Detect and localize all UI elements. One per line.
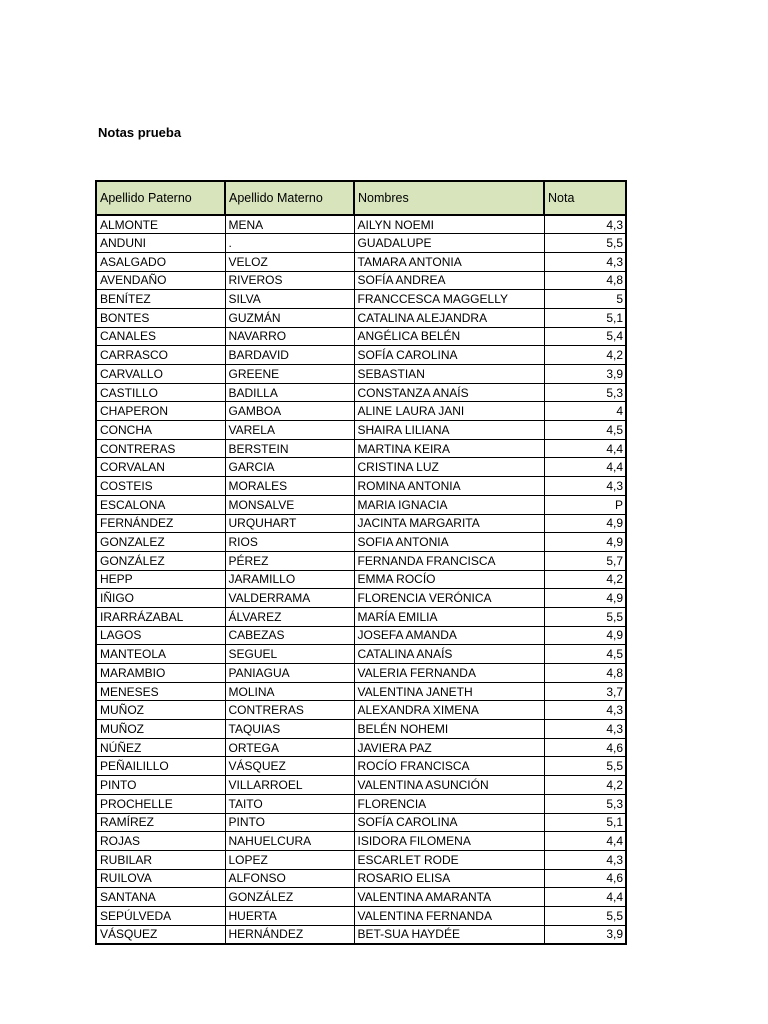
cell-apellido-materno: TAITO xyxy=(225,794,354,813)
table-row xyxy=(96,832,626,851)
cell-apellido-paterno: VÁSQUEZ xyxy=(96,925,225,944)
cell-apellido-materno: PÉREZ xyxy=(225,551,354,570)
table-row xyxy=(96,477,626,496)
cell-apellido-materno: CONTRERAS xyxy=(225,701,354,720)
cell-nota: 4,5 xyxy=(544,645,626,664)
table-row xyxy=(96,589,626,608)
cell-nombres: BET-SUA HAYDÉE xyxy=(354,925,544,944)
table-row xyxy=(96,738,626,757)
cell-nombres: SOFÍA CAROLINA xyxy=(354,813,544,832)
table-row xyxy=(96,925,626,944)
cell-nombres: FLORENCIA xyxy=(354,794,544,813)
cell-nombres: FERNANDA FRANCISCA xyxy=(354,551,544,570)
cell-apellido-materno: GONZÁLEZ xyxy=(225,888,354,907)
cell-nota: 4,4 xyxy=(544,458,626,477)
cell-apellido-materno: TAQUIAS xyxy=(225,720,354,739)
cell-nombres: SOFÍA CAROLINA xyxy=(354,346,544,365)
cell-apellido-paterno: ASALGADO xyxy=(96,252,225,271)
cell-nombres: ALEXANDRA XIMENA xyxy=(354,701,544,720)
cell-apellido-paterno: ESCALONA xyxy=(96,495,225,514)
cell-apellido-paterno: PINTO xyxy=(96,776,225,795)
cell-nombres: ALINE LAURA JANI xyxy=(354,402,544,421)
cell-nota: 4,3 xyxy=(544,215,626,234)
cell-apellido-paterno: BONTES xyxy=(96,308,225,327)
table-row xyxy=(96,906,626,925)
cell-nombres: JAVIERA PAZ xyxy=(354,738,544,757)
cell-nombres: TAMARA ANTONIA xyxy=(354,252,544,271)
table-row xyxy=(96,215,626,234)
cell-nota: 4,8 xyxy=(544,664,626,683)
table-body xyxy=(96,215,626,944)
cell-apellido-paterno: IRARRÁZABAL xyxy=(96,607,225,626)
cell-apellido-paterno: CARRASCO xyxy=(96,346,225,365)
table-row xyxy=(96,271,626,290)
cell-apellido-paterno: ANDUNI xyxy=(96,234,225,253)
cell-nombres: VALENTINA AMARANTA xyxy=(354,888,544,907)
cell-apellido-materno: NAHUELCURA xyxy=(225,832,354,851)
cell-nota: 4,9 xyxy=(544,589,626,608)
cell-nombres: ROCÍO FRANCISCA xyxy=(354,757,544,776)
cell-nota: 3,7 xyxy=(544,682,626,701)
cell-nombres: CONSTANZA ANAÍS xyxy=(354,383,544,402)
cell-apellido-materno: PANIAGUA xyxy=(225,664,354,683)
cell-nombres: BELÉN NOHEMI xyxy=(354,720,544,739)
cell-apellido-paterno: RUBILAR xyxy=(96,850,225,869)
cell-nombres: FRANCCESCA MAGGELLY xyxy=(354,290,544,309)
cell-apellido-paterno: ROJAS xyxy=(96,832,225,851)
cell-apellido-materno: HERNÁNDEZ xyxy=(225,925,354,944)
cell-apellido-paterno: SEPÚLVEDA xyxy=(96,906,225,925)
cell-apellido-materno: URQUHART xyxy=(225,514,354,533)
table-row xyxy=(96,533,626,552)
table-row xyxy=(96,850,626,869)
table-row xyxy=(96,664,626,683)
cell-apellido-paterno: CANALES xyxy=(96,327,225,346)
cell-apellido-paterno: MENESES xyxy=(96,682,225,701)
cell-apellido-materno: ÁLVAREZ xyxy=(225,607,354,626)
cell-nombres: GUADALUPE xyxy=(354,234,544,253)
cell-apellido-materno: ORTEGA xyxy=(225,738,354,757)
cell-apellido-paterno: ALMONTE xyxy=(96,215,225,234)
header-nombres: Nombres xyxy=(354,181,544,215)
cell-apellido-paterno: BENÍTEZ xyxy=(96,290,225,309)
cell-apellido-materno: . xyxy=(225,234,354,253)
cell-nota: 4,3 xyxy=(544,850,626,869)
table-row xyxy=(96,720,626,739)
cell-apellido-materno: CABEZAS xyxy=(225,626,354,645)
cell-nota: 4,5 xyxy=(544,421,626,440)
cell-apellido-paterno: CARVALLO xyxy=(96,365,225,384)
page-title: Notas prueba xyxy=(98,125,182,140)
cell-nombres: JACINTA MARGARITA xyxy=(354,514,544,533)
cell-apellido-paterno: PROCHELLE xyxy=(96,794,225,813)
header-nota: Nota xyxy=(544,181,626,215)
cell-nota: 4,3 xyxy=(544,701,626,720)
cell-nota: 5,3 xyxy=(544,383,626,402)
table-row xyxy=(96,327,626,346)
cell-apellido-paterno: MANTEOLA xyxy=(96,645,225,664)
table-row xyxy=(96,701,626,720)
cell-apellido-materno: HUERTA xyxy=(225,906,354,925)
table-row xyxy=(96,776,626,795)
cell-nota: 4,4 xyxy=(544,832,626,851)
cell-apellido-materno: VALDERRAMA xyxy=(225,589,354,608)
cell-apellido-paterno: CORVALAN xyxy=(96,458,225,477)
cell-apellido-materno: VILLARROEL xyxy=(225,776,354,795)
cell-nota: 5,5 xyxy=(544,234,626,253)
cell-apellido-paterno: GONZALEZ xyxy=(96,533,225,552)
header-row xyxy=(96,181,626,215)
cell-apellido-paterno: CHAPERON xyxy=(96,402,225,421)
table-row xyxy=(96,365,626,384)
cell-apellido-paterno: IÑIGO xyxy=(96,589,225,608)
cell-nota: 5,4 xyxy=(544,327,626,346)
cell-apellido-paterno: LAGOS xyxy=(96,626,225,645)
cell-apellido-paterno: MARAMBIO xyxy=(96,664,225,683)
cell-apellido-materno: PINTO xyxy=(225,813,354,832)
cell-apellido-materno: JARAMILLO xyxy=(225,570,354,589)
table-row xyxy=(96,495,626,514)
cell-nombres: VALENTINA JANETH xyxy=(354,682,544,701)
cell-nombres: FLORENCIA VERÓNICA xyxy=(354,589,544,608)
cell-nombres: ISIDORA FILOMENA xyxy=(354,832,544,851)
cell-nombres: ROSARIO ELISA xyxy=(354,869,544,888)
cell-apellido-paterno: RAMÍREZ xyxy=(96,813,225,832)
cell-nota: 4,4 xyxy=(544,888,626,907)
cell-nota: 5,3 xyxy=(544,794,626,813)
cell-nota: 4,9 xyxy=(544,514,626,533)
cell-nombres: ROMINA ANTONIA xyxy=(354,477,544,496)
cell-apellido-materno: RIOS xyxy=(225,533,354,552)
cell-apellido-materno: MENA xyxy=(225,215,354,234)
cell-apellido-materno: GREENE xyxy=(225,365,354,384)
cell-apellido-paterno: AVENDAÑO xyxy=(96,271,225,290)
cell-nota: 4,2 xyxy=(544,776,626,795)
cell-apellido-paterno: NÚÑEZ xyxy=(96,738,225,757)
cell-nombres: ESCARLET RODE xyxy=(354,850,544,869)
cell-nota: 5,1 xyxy=(544,813,626,832)
cell-nota: 3,9 xyxy=(544,925,626,944)
cell-nota: 4,6 xyxy=(544,738,626,757)
cell-apellido-materno: GARCIA xyxy=(225,458,354,477)
cell-apellido-materno: MORALES xyxy=(225,477,354,496)
table-row xyxy=(96,514,626,533)
cell-nota: 4,3 xyxy=(544,477,626,496)
cell-nombres: ANGÉLICA BELÉN xyxy=(354,327,544,346)
cell-nombres: SOFÍA ANDREA xyxy=(354,271,544,290)
cell-nota: 3,9 xyxy=(544,365,626,384)
cell-nota: 4,2 xyxy=(544,570,626,589)
cell-apellido-materno: SILVA xyxy=(225,290,354,309)
cell-nota: 4 xyxy=(544,402,626,421)
cell-apellido-materno: GUZMÁN xyxy=(225,308,354,327)
cell-apellido-materno: VELOZ xyxy=(225,252,354,271)
cell-apellido-paterno: CONCHA xyxy=(96,421,225,440)
cell-apellido-paterno: FERNÁNDEZ xyxy=(96,514,225,533)
table-row xyxy=(96,645,626,664)
table-row xyxy=(96,570,626,589)
cell-nombres: JOSEFA AMANDA xyxy=(354,626,544,645)
cell-nota: 4,4 xyxy=(544,439,626,458)
cell-apellido-materno: BADILLA xyxy=(225,383,354,402)
cell-nombres: VALERIA FERNANDA xyxy=(354,664,544,683)
cell-nota: 4,2 xyxy=(544,346,626,365)
cell-apellido-paterno: CONTRERAS xyxy=(96,439,225,458)
cell-nombres: VALENTINA FERNANDA xyxy=(354,906,544,925)
cell-apellido-materno: MOLINA xyxy=(225,682,354,701)
table-row xyxy=(96,402,626,421)
table-row xyxy=(96,869,626,888)
cell-apellido-materno: VÁSQUEZ xyxy=(225,757,354,776)
table-row xyxy=(96,308,626,327)
table-row xyxy=(96,551,626,570)
cell-nota: 5,5 xyxy=(544,757,626,776)
cell-apellido-paterno: RUILOVA xyxy=(96,869,225,888)
table-row xyxy=(96,626,626,645)
cell-apellido-paterno: HEPP xyxy=(96,570,225,589)
table-row xyxy=(96,252,626,271)
table-row xyxy=(96,234,626,253)
cell-apellido-paterno: GONZÁLEZ xyxy=(96,551,225,570)
cell-nombres: CATALINA ANAÍS xyxy=(354,645,544,664)
cell-nota: 5,7 xyxy=(544,551,626,570)
cell-apellido-paterno: COSTEIS xyxy=(96,477,225,496)
header-apellido-paterno: Apellido Paterno xyxy=(96,181,225,215)
cell-nombres: MARÍA EMILIA xyxy=(354,607,544,626)
cell-apellido-materno: BERSTEIN xyxy=(225,439,354,458)
cell-apellido-materno: SEGUEL xyxy=(225,645,354,664)
cell-nota: 5,5 xyxy=(544,906,626,925)
table-row xyxy=(96,383,626,402)
table-row xyxy=(96,888,626,907)
cell-nombres: SOFIA ANTONIA xyxy=(354,533,544,552)
table-row xyxy=(96,458,626,477)
table-row xyxy=(96,290,626,309)
header-apellido-materno: Apellido Materno xyxy=(225,181,354,215)
cell-apellido-paterno: MUÑOZ xyxy=(96,720,225,739)
cell-nota: 4,3 xyxy=(544,252,626,271)
table-row xyxy=(96,421,626,440)
cell-apellido-paterno: MUÑOZ xyxy=(96,701,225,720)
cell-apellido-materno: BARDAVID xyxy=(225,346,354,365)
cell-nota: 5,1 xyxy=(544,308,626,327)
table-row xyxy=(96,607,626,626)
table-row xyxy=(96,757,626,776)
table-row xyxy=(96,794,626,813)
cell-nombres: SHAIRA LILIANA xyxy=(354,421,544,440)
cell-nota: 4,3 xyxy=(544,720,626,739)
grades-table xyxy=(95,180,627,945)
cell-apellido-materno: ALFONSO xyxy=(225,869,354,888)
table-row xyxy=(96,682,626,701)
cell-nota: 4,6 xyxy=(544,869,626,888)
cell-apellido-materno: NAVARRO xyxy=(225,327,354,346)
cell-nota: 4,9 xyxy=(544,533,626,552)
table-row xyxy=(96,813,626,832)
cell-apellido-materno: LOPEZ xyxy=(225,850,354,869)
cell-apellido-materno: MONSALVE xyxy=(225,495,354,514)
table-row xyxy=(96,346,626,365)
cell-nombres: SEBASTIAN xyxy=(354,365,544,384)
cell-nota: 5,5 xyxy=(544,607,626,626)
cell-nombres: MARTINA KEIRA xyxy=(354,439,544,458)
cell-apellido-paterno: PEÑAILILLO xyxy=(96,757,225,776)
cell-nota: P xyxy=(544,495,626,514)
cell-apellido-materno: RIVEROS xyxy=(225,271,354,290)
cell-nombres: MARIA IGNACIA xyxy=(354,495,544,514)
cell-nombres: VALENTINA ASUNCIÓN xyxy=(354,776,544,795)
cell-apellido-paterno: CASTILLO xyxy=(96,383,225,402)
cell-nombres: AILYN NOEMI xyxy=(354,215,544,234)
cell-apellido-materno: GAMBOA xyxy=(225,402,354,421)
table-row xyxy=(96,439,626,458)
cell-nombres: CATALINA ALEJANDRA xyxy=(354,308,544,327)
cell-nota: 4,9 xyxy=(544,626,626,645)
cell-nota: 4,8 xyxy=(544,271,626,290)
cell-apellido-materno: VARELA xyxy=(225,421,354,440)
cell-nombres: CRISTINA LUZ xyxy=(354,458,544,477)
cell-nombres: EMMA ROCÍO xyxy=(354,570,544,589)
cell-apellido-paterno: SANTANA xyxy=(96,888,225,907)
cell-nota: 5 xyxy=(544,290,626,309)
